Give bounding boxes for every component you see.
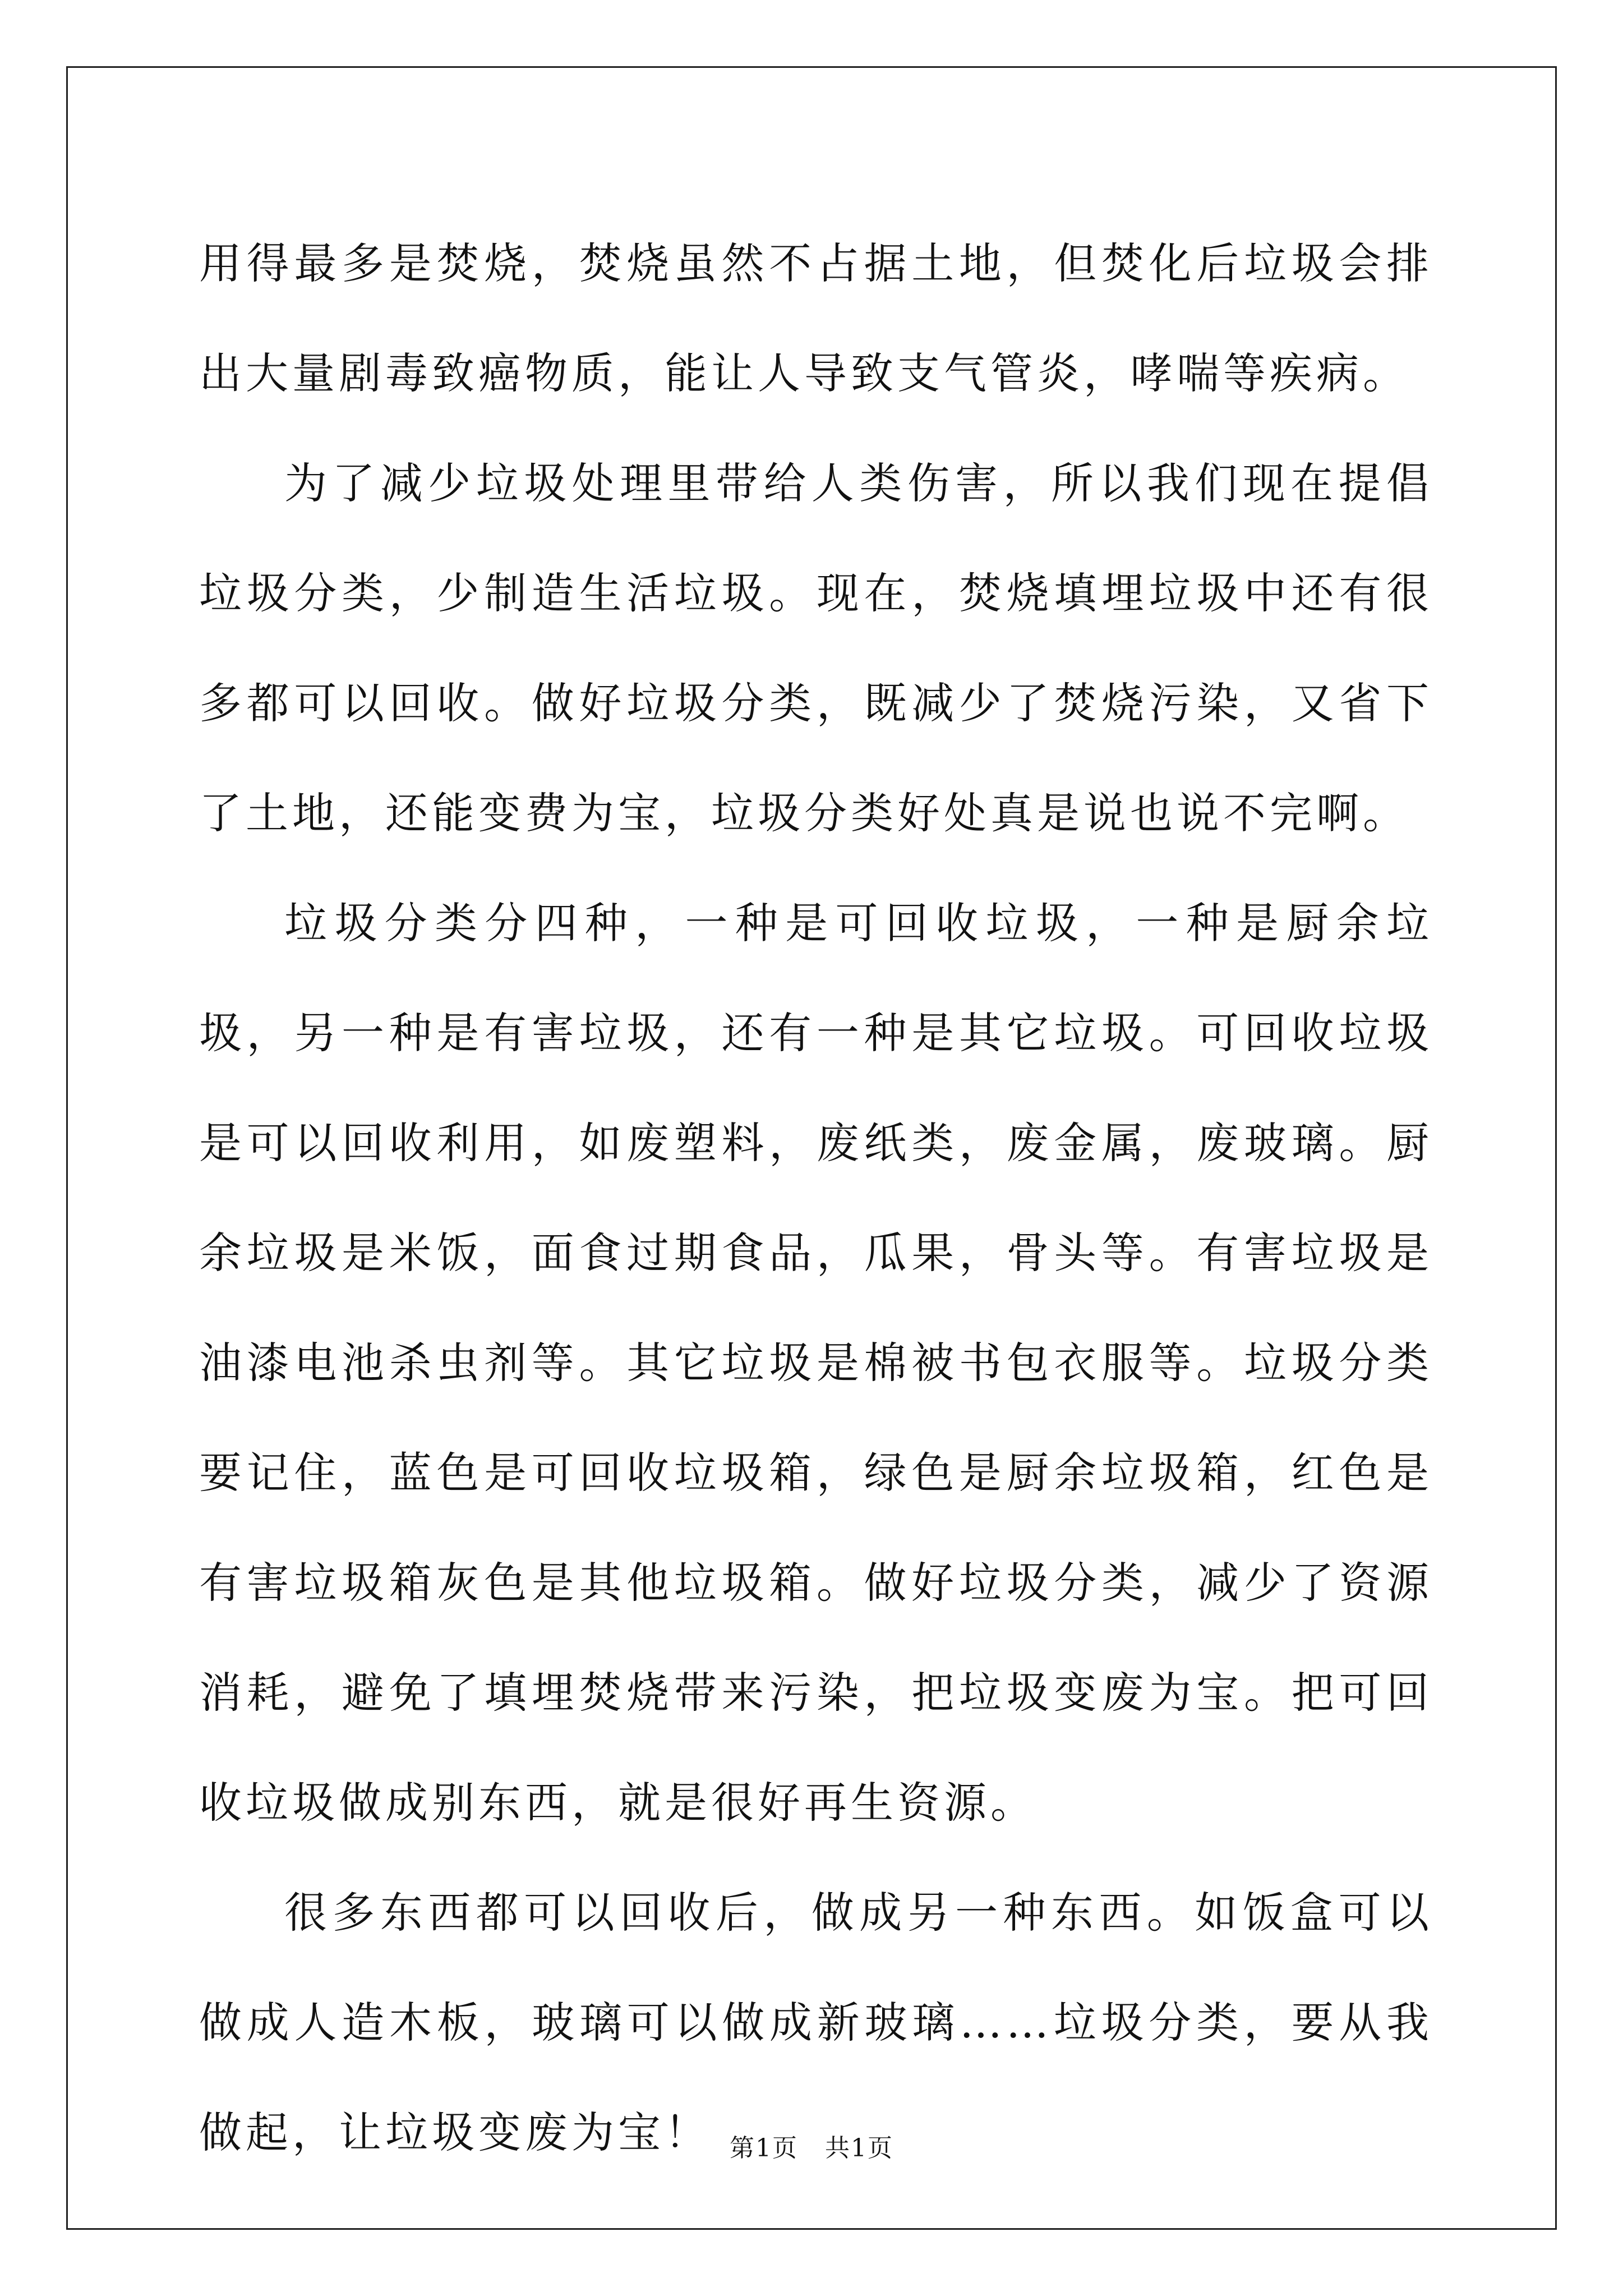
paragraph-3: 垃圾分类分四种，一种是可回收垃圾，一种是厨余垃圾，另一种是有害垃圾，还有一种是其它垃圾。可回收垃圾是可以回收利用，如废塑料，废纸类，废金属，废玻璃。厨余垃圾是米饭，面食过期食品，瓜果，骨头等。有害垃圾是油漆电池杀虫剂等。其它垃圾是棉被书包衣服等。垃圾分类要记住，蓝色是可回收垃圾箱，绿色是厨余垃圾箱，红色是有害垃圾箱灰色是其他垃圾箱。做好垃圾分类，减少了资源消耗，避免了填埋焚烧带来污染，把垃圾变废为宝。把可回收垃圾做成别东西，就是很好再生资源。 xyxy=(199,898,1433,1828)
paragraph-2: 为了减少垃圾处理里带给人类伤害，所以我们现在提倡垃圾分类，少制造生活垃圾。现在，焚烧填埋垃圾中还有很多都可以回收。做好垃圾分类，既减少了焚烧污染，又省下了土地，还能变费为宝，垃圾分类好处真是说也说不完啊。 xyxy=(199,458,1433,838)
document-body xyxy=(199,209,1433,2188)
page-number-footer: 第1页 共1页 xyxy=(730,2134,893,2162)
paragraph-1: 用得最多是焚烧，焚烧虽然不占据土地，但焚化后垃圾会排出大量剧毒致癌物质，能让人导致支气管炎，哮喘等疾病。 xyxy=(199,238,1433,398)
paragraph-4: 很多东西都可以回收后，做成另一种东西。如饭盒可以做成人造木板，玻璃可以做成新玻璃……垃圾分类，要从我做起，让垃圾变废为宝！ xyxy=(199,1888,1433,2157)
